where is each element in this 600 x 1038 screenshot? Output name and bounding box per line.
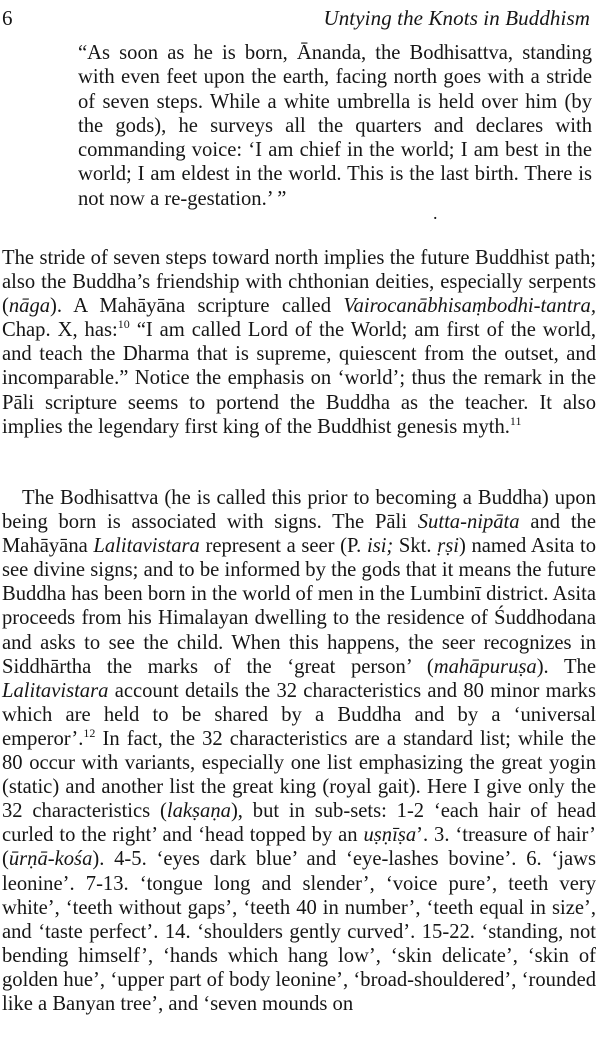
paragraph-2 bbox=[2, 486, 596, 1016]
quote-text: “As soon as he is born, Ānanda, the Bodhisattva, standing with even feet upon the earth, facing north goes with a stride of seven steps. While a white umbrella is held over him (by the gods), he surveys all the quarters and declares with commanding voice: ‘I am chief in the world; I am best in the world; I am eldest in the world. This is the last birth. There is not now a re-gestation.’ ” bbox=[78, 42, 592, 210]
text-run: The stride of seven steps toward north implies the future Buddhist path; also the Buddha’s friendship with chthonian deities, especially serpents ( bbox=[2, 247, 596, 318]
italic-term: isi; bbox=[366, 535, 394, 558]
text-run: account details the 32 characteristics and 80 minor marks which are held to be shared by a Buddha and by a ‘universal emperor’. bbox=[2, 679, 596, 750]
italic-term: nāga bbox=[8, 295, 51, 318]
text-run: represent a seer (P. bbox=[199, 535, 367, 558]
text-run: ’. 3. ‘treasure of hair’ ( bbox=[2, 824, 596, 871]
text-run: ). 4-5. ‘eyes dark blue’ and ‘eye-lashes bovine’. 6. ‘jaws leonine’. 7-13. ‘tongue long and slender’, ‘voice pure’, teeth very white’, ‘teeth without gaps’, ‘teeth 40 in number’, ‘teeth equal in size’, and ‘taste perfect’. 14. ‘shoulders gently curved’. 15-22. ‘standing, not bending himself’, ‘hands which hang low’, ‘skin delicate’, ‘skin of golden hue’, ‘upper part of body leonine’, ‘broad-shouldered’, ‘rounded like a Banyan tree’, and ‘seven mounds on bbox=[2, 848, 596, 1015]
italic-term: lakṣaṇa bbox=[166, 800, 231, 823]
block-quote bbox=[78, 41, 592, 211]
page-header bbox=[2, 4, 590, 32]
footnote-ref: 10 bbox=[117, 317, 130, 332]
text-run: ). A Mahāyāna scripture called bbox=[50, 295, 344, 318]
text-run: In fact, the 32 characteristics are a standard list; while the 80 occur with variants, especially one list emphasizing the great yogin (static) and another list the great king (royal gait). Here I give only the 32 characteristics ( bbox=[2, 727, 596, 823]
footnote-ref: 12 bbox=[83, 726, 96, 741]
running-title: Untying the Knots in Buddhism bbox=[323, 6, 590, 30]
italic-title: Lalitavistara bbox=[2, 679, 109, 702]
text-run: ), but in sub-sets: 1-2 ‘each hair of head curled to the right’ and ‘head topped by an bbox=[2, 800, 596, 847]
italic-term: mahāpuruṣa bbox=[433, 655, 537, 678]
text-run: The Bodhisattva (he is called this prior to becoming a Buddha) upon being born is associated with signs. The Pāli bbox=[2, 487, 596, 534]
italic-title: Vairocanābhisaṃbodhi-tantra, bbox=[343, 295, 596, 318]
text-run: “I am called Lord of the World; am first of the world, and teach the Dharma that is supreme, quiescent from the outset, and incomparable.” Notice the emphasis on ‘world’; thus the remark in the Pāli scripture seems to portend the Buddha as the teacher. It also implies the legendary first king of the Buddhist genesis myth. bbox=[2, 319, 596, 438]
text-run: ). The bbox=[536, 655, 596, 678]
text-run: and the Mahāyāna bbox=[2, 511, 596, 558]
italic-title: Lalitavistara bbox=[93, 535, 200, 558]
footnote-ref: 11 bbox=[509, 413, 522, 428]
italic-term: uṣṇīṣa bbox=[363, 824, 417, 847]
italic-term: ūrṇā-kośa bbox=[8, 848, 93, 871]
text-run: Skt. bbox=[393, 535, 438, 558]
italic-title: Sutta-nipāta bbox=[417, 511, 520, 534]
italic-term: ṛṣi bbox=[437, 535, 459, 558]
text-run: Chap. X, has: bbox=[2, 319, 118, 342]
page-number: 6 bbox=[2, 6, 13, 30]
text-run: ) named Asita to see divine signs; and to be informed by the gods that it means the future Buddha has been born in the world of men in the Lumbinī district. Asita proceeds from his Himalayan dwelling to the residence of Śuddhodana and asks to see the child. When this happens, the seer recognizes in Siddhārtha the marks of the ‘great person’ ( bbox=[2, 535, 596, 678]
paragraph-1 bbox=[2, 246, 596, 439]
stray-mark: . bbox=[433, 203, 438, 223]
